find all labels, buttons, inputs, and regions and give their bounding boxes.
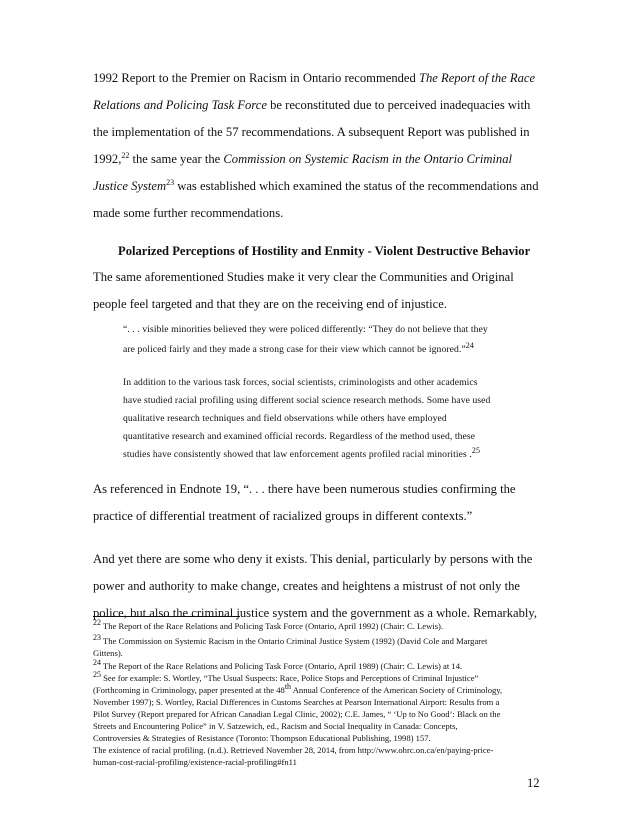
para1-line4 [93,152,512,167]
justice-system-italic: Justice System [93,179,167,193]
quote2-line5 [123,445,481,460]
para1-line4-text: the same year the [129,152,224,166]
footnote-22-text: The Report of the Race Relations and Policing Task Force (Ontario, April 1992) (Chair: C. Lewis). [101,621,444,631]
quote2-line1: In addition to the various task forces, social scientists, criminologists and other academics [123,377,478,388]
para1-line5-text: was established which examined the status of the recommendations and [174,179,539,193]
para1-line1-text: 1992 Report to the Premier on Racism in Ontario recommended [93,71,419,85]
footnote-25-number: 25 [93,670,101,680]
quote1-line2-text: are policed fairly and they made a strong case for their view which cannot be ignored.” [123,344,466,355]
footnote-22 [93,618,444,631]
quote2-line4: quantitative research and examined official records. Regardless of the method used, these [123,431,476,442]
para1-line1 [93,71,535,86]
footnote-ref-22[interactable]: 22 [121,150,130,160]
footnote-22-number: 22 [93,618,101,628]
para1-line6: made some further recommendations. [93,206,284,220]
footnote-25-line4: Pilot Survey (Report prepared for African Canadian Legal Clinic, 2002); C.E. James, “ ‘Up to No Good’: Black on the [93,709,501,719]
footnote-ref-25[interactable]: 25 [471,445,481,455]
para1-line2 [93,98,530,113]
para4-line3: police, but also the criminal justice system and the government as a whole. Remarkably, [93,606,538,620]
footnote-24 [93,658,463,671]
footnote-separator [93,616,240,617]
footnote-25-line6: Controversies & Strategies of Resistance (Toronto: Thompson Educational Publishing, 1998) 157. [93,733,431,743]
para3-line2: practice of differential treatment of racialized groups in different contexts.” [93,509,473,523]
section-heading: Polarized Perceptions of Hostility and Enmity - Violent Destructive Behavior [118,244,531,258]
quote1-line2 [123,340,474,355]
footnote-25-line2-pre: (Forthcoming in Criminology, paper presented at the 48 [93,685,285,695]
quote2-line5-text: studies have consistently showed that law enforcement agents profiled racial minorities . [123,449,472,460]
footnote-ref-24[interactable]: 24 [465,340,474,350]
task-force-title-italic: Relations and Policing Task Force [93,98,267,112]
para1-line3: the implementation of the 57 recommendations. A subsequent Report was published in [93,125,530,139]
footnote-23 [93,633,488,646]
para2-line2: people feel targeted and that they are on the receiving end of injustice. [93,297,447,311]
ordinal-suffix: th [284,682,292,692]
para3-line1: As referenced in Endnote 19, “. . . there have been numerous studies confirming the [93,482,516,496]
footnote-ref-23[interactable]: 23 [166,177,175,187]
footnote-23-number: 23 [93,633,101,643]
para4-line2: power and authority to make change, creates and heightens a mistrust of not only the [93,579,521,593]
footnote-25-line7[interactable]: The existence of racial profiling. (n.d.). Retrieved November 28, 2014, from http://www.ohrc.on.ca/en/paying-price- [93,745,494,755]
footnote-23-cont: Gittens). [93,648,123,658]
footnote-25-text: See for example: S. Wortley, “The Usual Suspects: Race, Police Stops and Perceptions of Criminal Injustice” [101,673,479,683]
footnote-25-line2 [93,682,503,695]
quote2-line2: have studied racial profiling using different social science research methods. Some have used [123,395,491,406]
footnote-24-text: The Report of the Race Relations and Policing Task Force (Ontario, April 1989) (Chair: C. Lewis) at 14. [101,661,463,671]
footnote-23-text: The Commission on Systemic Racism in the Ontario Criminal Justice System (1992) (David Cole and Margaret [101,636,488,646]
quote1-line1: “. . . visible minorities believed they were policed differently: “They do not believe that they [123,324,488,335]
para1-line4-year: 1992, [93,152,122,166]
commission-title-italic: Commission on Systemic Racism in the Ontario Criminal [223,152,513,166]
quote2-line3: qualitative research techniques and field observations while others have employed [123,413,447,424]
footnote-25-line2-post: Annual Conference of the American Society of Criminology, [291,685,503,695]
footnote-25-url-cont[interactable]: human-cost-racial-profiling/existence-racial-profiling#fn11 [93,757,297,767]
para1-line2-text: be reconstituted due to perceived inadequacies with [266,98,531,112]
page-number: 12 [527,776,540,790]
footnote-25-line3: November 1997); S. Wortley, Racial Differences in Customs Searches at Pearson International Airport: Results from a [93,697,500,707]
report-title-italic: The Report of the Race [418,71,536,85]
footnote-24-number: 24 [93,658,101,668]
para4-line1: And yet there are some who deny it exists. This denial, particularly by persons with the [93,552,533,566]
footnote-25-line5: Streets and Encountering Police” in V. Satzewich, ed., Racism and Social Inequality in Canada: Concepts, [93,721,458,731]
para2-line1: The same aforementioned Studies make it very clear the Communities and Original [93,270,514,284]
para1-line5 [93,179,539,194]
